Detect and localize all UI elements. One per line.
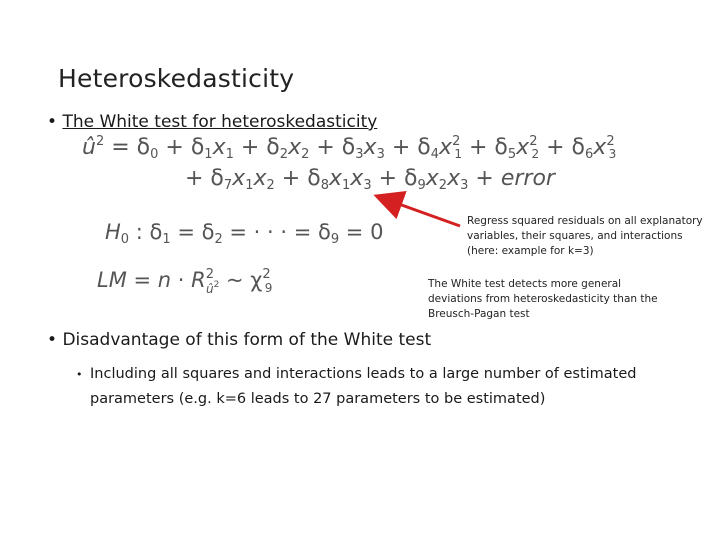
null-hypothesis-equation: $H_0$ : $\delta_1 = \delta_2$ = · · · = $\delta_9 = 0$ xyxy=(105,220,384,247)
sub-bullet-parameters xyxy=(76,362,676,412)
sub-bullet-dot: • xyxy=(76,368,83,381)
bullet-disadvantage-text: Disadvantage of this form of the White test xyxy=(62,330,432,350)
annotation-regress-note: Regress squared residuals on all explanatory variables, their squares, and interactions (here: example for k=3) xyxy=(467,215,703,257)
bullet-dot: • xyxy=(47,330,58,350)
sub-bullet-parameters-text: Including all squares and interactions leads to a large number of estimated parameters (e.g. k=6 leads to 27 parameters to be estimated) xyxy=(90,366,637,407)
bullet-disadvantage xyxy=(47,330,431,350)
annotation-arrow-line xyxy=(396,203,460,226)
regression-equation-line2: + $\delta_7x_1x_2 + \delta_8x_1x_3 + \delta_9x_2x_3$ + error xyxy=(185,166,555,193)
regression-equation-line1: $û^2 = \delta_0 + \delta_1x_1 + \delta_2x_2 + \delta_3x_3 + \delta_4x^21 + \delta_5x^22 + \delta_6x^23$ xyxy=(82,134,617,162)
bullet-white-test xyxy=(47,112,377,132)
annotation-general-note: The White test detects more general deviations from heteroskedasticity than the Breusch-Pagan test xyxy=(428,278,658,320)
bullet-dot: • xyxy=(47,112,58,132)
bullet-white-test-text: The White test for heteroskedasticity xyxy=(62,112,378,132)
slide-title: Heteroskedasticity xyxy=(58,64,295,93)
error-term: error xyxy=(500,166,555,191)
lm-statistic-equation: LM = $n \cdot R^2_{û^2}$ ~ $\chi^2_9$ xyxy=(97,267,273,296)
